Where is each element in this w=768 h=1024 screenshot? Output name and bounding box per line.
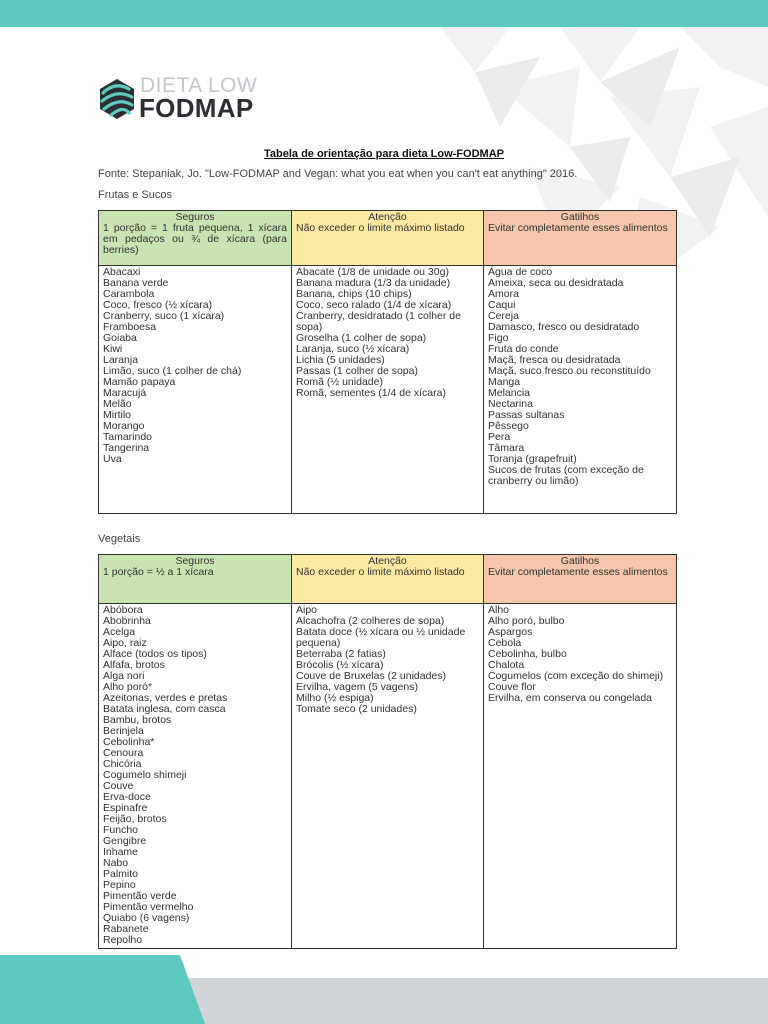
header-trigger-title: Gatilhos: [560, 555, 600, 567]
list-item: Amora: [488, 288, 519, 300]
header-row: [99, 555, 677, 604]
document-title: Tabela de orientação para dieta Low-FODMAP: [263, 148, 504, 160]
list-item: Romã, sementes (1/4 de xícara): [296, 387, 446, 399]
list-item: Nabo: [103, 857, 129, 869]
list-item: Cranberry, desidratado (1 colher de sopa): [296, 310, 461, 333]
list-item: Milho (½ espiga): [296, 692, 374, 704]
list-item: Rabanete: [103, 923, 149, 935]
header-safe-desc: 1 porção = ½ a 1 xícara: [103, 566, 214, 578]
list-item: Beterraba (2 fatias): [296, 648, 386, 660]
safe-list: [99, 266, 292, 514]
list-item: Maçã, suco fresco ou reconstituído: [488, 365, 651, 377]
list-item: Goiaba: [103, 332, 137, 344]
header-trigger-title: Gatilhos: [560, 211, 600, 223]
list-item: Brócolis (½ xícara): [296, 659, 384, 671]
trigger-list: [484, 604, 677, 949]
list-item: Passas sultanas: [488, 409, 565, 421]
list-item: Morango: [103, 420, 145, 432]
list-item: Cebolinha, bulbo: [488, 648, 567, 660]
list-item: Damasco, fresco ou desidratado: [488, 321, 640, 333]
header-trigger-desc: Evitar completamente esses alimentos: [488, 222, 668, 234]
list-item: Cranberry, suco (1 xícara): [103, 310, 225, 322]
list-item: Passas (1 colher de sopa): [296, 365, 418, 377]
list-item: Melancia: [488, 387, 531, 399]
list-item: Romã (½ unidade): [296, 376, 383, 388]
list-item: Coco, seco ralado (1/4 de xícara): [296, 299, 452, 311]
list-item: Alho: [488, 604, 510, 616]
list-item: Palmito: [103, 868, 139, 880]
logo-mark-icon: [96, 78, 138, 120]
caution-list: [292, 266, 484, 514]
header-safe: [99, 555, 292, 604]
list-item: Ervilha, em conserva ou congelada: [488, 692, 653, 704]
list-item: Banana verde: [103, 277, 169, 289]
list-item: Cogumelo shimeji: [103, 769, 187, 781]
list-item: Mamão papaya: [103, 376, 176, 388]
list-item: Pera: [488, 431, 511, 443]
list-item: Couve flor: [488, 681, 536, 693]
list-item: Ameixa, seca ou desidratada: [488, 277, 624, 289]
list-item: Melão: [103, 398, 132, 410]
header-caution: [292, 211, 484, 266]
list-item: Erva-doce: [103, 791, 151, 803]
header-trigger: [484, 555, 677, 604]
list-item: Alfafa, brotos: [103, 659, 165, 671]
list-item: Toranja (grapefruit): [488, 453, 577, 465]
list-item: Aipo, raiz: [103, 637, 147, 649]
list-item: Pepino: [103, 879, 136, 891]
list-item: Funcho: [103, 824, 139, 836]
list-item: Berinjela: [103, 725, 144, 737]
list-item: Carambola: [103, 288, 155, 300]
list-item: Alcachofra (2 colheres de sopa): [296, 615, 445, 627]
list-item: Uva: [103, 453, 122, 465]
header-safe: [99, 211, 292, 266]
list-item: Tâmara: [488, 442, 525, 454]
list-item: Cebola: [488, 637, 522, 649]
list-item: Inhame: [103, 846, 139, 858]
list-item: Alho poró, bulbo: [488, 615, 565, 627]
list-item: Batata doce (½ xícara ou ½ unidade pequena): [296, 626, 466, 649]
list-item: Ervilha, vagem (5 vagens): [296, 681, 418, 693]
list-item: Cogumelos (com exceção do shimeji): [488, 670, 664, 682]
list-item: Banana, chips (10 chips): [296, 288, 412, 300]
header-caution-title: Atenção: [368, 555, 407, 567]
header-safe-title: Seguros: [175, 555, 215, 567]
list-item: Pimentão verde: [103, 890, 177, 902]
list-item: Aipo: [296, 604, 318, 616]
section-label-fruits: Frutas e Sucos: [98, 189, 172, 201]
list-item: Abóbora: [103, 604, 143, 616]
list-item: Feijão, brotos: [103, 813, 167, 825]
list-item: Espinafre: [103, 802, 148, 814]
list-item: Maracujá: [103, 387, 147, 399]
vegetables-table: [98, 554, 677, 949]
body-row: [99, 266, 677, 514]
list-item: Acelga: [103, 626, 136, 638]
list-item: Banana madura (1/3 da unidade): [296, 277, 451, 289]
header-trigger-desc: Evitar completamente esses alimentos: [488, 566, 668, 578]
list-item: Figo: [488, 332, 509, 344]
list-item: Abobrinha: [103, 615, 151, 627]
list-item: Aspargos: [488, 626, 533, 638]
list-item: Batata inglesa, com casca: [103, 703, 226, 715]
section-label-vegetables: Vegetais: [98, 533, 141, 545]
list-item: Alho poró*: [103, 681, 153, 693]
header-caution-desc: Não exceder o limite máximo listado: [296, 566, 465, 578]
top-banner: [0, 0, 768, 27]
list-item: Nectarina: [488, 398, 533, 410]
header-trigger: [484, 211, 677, 266]
list-item: Couve: [103, 780, 134, 792]
list-item: Abacaxi: [103, 266, 141, 278]
footer-accent: [0, 955, 205, 1024]
caution-list: [292, 604, 484, 949]
header-safe-title: Seguros: [175, 211, 215, 223]
list-item: Maçã, fresca ou desidratada: [488, 354, 621, 366]
list-item: Tangerina: [103, 442, 150, 454]
list-item: Chalota: [488, 659, 525, 671]
list-item: Pimentão vermelho: [103, 901, 194, 913]
list-item: Alga nori: [103, 670, 145, 682]
header-caution: [292, 555, 484, 604]
body-row: [99, 604, 677, 949]
safe-list: [99, 604, 292, 949]
list-item: Groselha (1 colher de sopa): [296, 332, 427, 344]
list-item: Tamarindo: [103, 431, 153, 443]
list-item: Manga: [488, 376, 521, 388]
list-item: Framboesa: [103, 321, 157, 333]
header-caution-desc: Não exceder o limite máximo listado: [296, 222, 465, 234]
header-row: [99, 211, 677, 266]
source-citation: Fonte: Stepaniak, Jo. "Low-FODMAP and Vegan: what you eat when you can't eat anything" 2016.: [98, 168, 578, 180]
list-item: Abacate (1/8 de unidade ou 30g): [296, 266, 449, 278]
logo-line-2: FODMAP: [139, 93, 254, 123]
list-item: Kiwi: [103, 343, 123, 355]
fruits-table: [98, 210, 677, 514]
list-item: Repolho: [103, 934, 143, 946]
list-item: Chicória: [103, 758, 142, 770]
list-item: Quiabo (6 vagens): [103, 912, 190, 924]
list-item: Limão, suco (1 colher de chá): [103, 365, 242, 377]
list-item: Laranja, suco (½ xícara): [296, 343, 410, 355]
list-item: Pêssego: [488, 420, 529, 432]
list-item: Coco, fresco (½ xícara): [103, 299, 213, 311]
list-item: Tomate seco (2 unidades): [296, 703, 417, 715]
list-item: Cereja: [488, 310, 519, 322]
header-safe-desc: 1 porção = 1 fruta pequena, 1 xícara em pedaços ou ¾ de xícara (para berries): [103, 222, 287, 256]
list-item: Lichia (5 unidades): [296, 354, 385, 366]
list-item: Cebolinha*: [103, 736, 155, 748]
trigger-list: [484, 266, 677, 514]
list-item: Mirtilo: [103, 409, 131, 421]
list-item: Fruta do conde: [488, 343, 559, 355]
list-item: Bambu, brotos: [103, 714, 172, 726]
list-item: Caqui: [488, 299, 516, 311]
list-item: Azeitonas, verdes e pretas: [103, 692, 228, 704]
list-item: Água de coco: [488, 266, 553, 278]
list-item: Couve de Bruxelas (2 unidades): [296, 670, 447, 682]
list-item: Gengibre: [103, 835, 147, 847]
list-item: Sucos de frutas (com exceção de cranberry ou limão): [488, 464, 644, 487]
list-item: Laranja: [103, 354, 139, 366]
list-item: Alface (todos os tipos): [103, 648, 207, 660]
logo-line-1: DIETA LOW: [140, 74, 258, 97]
header-caution-title: Atenção: [368, 211, 407, 223]
list-item: Cenoura: [103, 747, 144, 759]
